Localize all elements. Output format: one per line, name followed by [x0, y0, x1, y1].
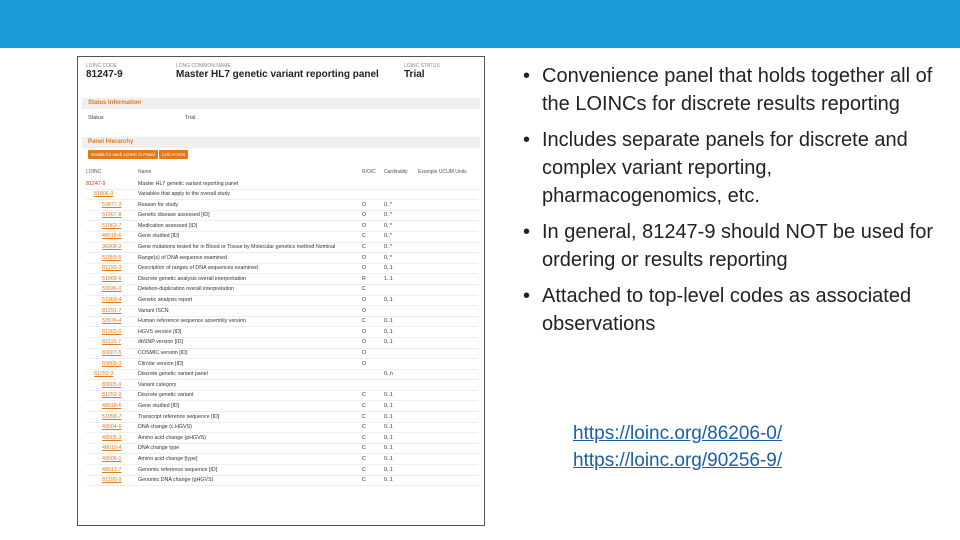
table-row [86, 380, 478, 391]
cardinality-value: 0..1 [384, 413, 393, 420]
loinc-code-link[interactable]: 36908-2 [102, 244, 122, 251]
cardinality-value: 0..1 [384, 265, 393, 272]
loinc-name: Amino acid change [type] [138, 455, 198, 462]
roc-value: O [362, 254, 367, 261]
table-row [86, 359, 478, 370]
loinc-code-label: LOINC CODE [86, 63, 118, 69]
loinc-name: Gene mutations tested for in Blood or Tissue by Molecular genetics method Nominal [138, 244, 336, 251]
loinc-code-link[interactable]: 83005-9 [102, 381, 122, 388]
loinc-name: HGVS version [ID] [138, 328, 182, 335]
status-value: Trial [404, 69, 425, 80]
roc-value: R [362, 275, 366, 282]
cardinality-value: 0..* [384, 212, 392, 219]
loinc-name: Variant ISCN [138, 307, 169, 314]
roc-value: C [362, 392, 366, 399]
cardinality-value: 0..* [384, 233, 392, 240]
hierarchy-section [82, 137, 480, 148]
table-row [86, 253, 478, 264]
loinc-code-link[interactable]: 48004-6 [102, 424, 122, 431]
loinc-link[interactable]: https://loinc.org/86206-0/ [573, 423, 783, 444]
loinc-name: Amino acid change (pHGVS) [138, 434, 207, 441]
loinc-code-link[interactable]: 81291-7 [102, 307, 122, 314]
table-row [86, 465, 478, 476]
status-row-label: Status [88, 115, 104, 121]
bullet-item: • Convenience panel that holds together all of the LOINCs for discrete results reporting [521, 62, 941, 118]
cardinality-value: 0..1 [384, 466, 393, 473]
loinc-code-link[interactable]: 83009-3 [102, 360, 122, 367]
loinc-name: ClinVar version [ID] [138, 360, 184, 367]
loinc-name: Discrete genetic analysis overall interpretation [138, 275, 247, 282]
loinc-code-link[interactable]: 51969-4 [102, 297, 122, 304]
cardinality-value: 0..1 [384, 402, 393, 409]
table-row [86, 433, 478, 444]
loinc-code-link[interactable]: 82115-7 [102, 339, 122, 346]
roc-value: C [362, 477, 366, 484]
cardinality-value: 0..* [384, 201, 392, 208]
loinc-name: Deletion-duplication overall interpretation [138, 286, 234, 293]
cardinality-value: 0..* [384, 244, 392, 251]
roc-value: O [362, 212, 367, 219]
roc-value: C [362, 244, 366, 251]
table-row [86, 306, 478, 317]
table-row [86, 232, 478, 243]
roc-value: O [362, 265, 367, 272]
loinc-name: DNA change (c.HGVS) [138, 424, 192, 431]
bullet-list [521, 62, 941, 346]
loinc-name: Genomic reference sequence [ID] [138, 466, 218, 473]
loinc-name: DNA change type [138, 445, 180, 452]
bullet-item: • In general, 81247-9 should NOT be used for ordering or results reporting [521, 218, 941, 274]
roc-value: O [362, 307, 367, 314]
loinc-name: Master HL7 genetic variant reporting panel [138, 180, 239, 187]
loinc-name: Variables that apply to the overall study [138, 191, 231, 198]
link-list [573, 420, 782, 474]
cardinality-value: 0..1 [384, 455, 393, 462]
roc-value: O [362, 360, 367, 367]
title-bar [0, 0, 960, 48]
loinc-code-link[interactable]: 48013-7 [102, 466, 122, 473]
table-row [86, 476, 478, 487]
roc-value: O [362, 350, 367, 356]
loinc-code-link[interactable]: 53577-3 [102, 201, 122, 208]
loinc-name: Reason for study [138, 201, 179, 208]
loinc-code-link[interactable]: 48018-6 [102, 402, 122, 409]
loinc-code-link[interactable]: 81252-9 [102, 392, 122, 399]
col-cardinality: Cardinality [384, 169, 408, 175]
loinc-code-link[interactable]: 48018-6 [102, 233, 122, 240]
hierarchy-section-title: Panel Hierarchy [88, 139, 134, 145]
loinc-code: 81247-9 [86, 69, 123, 80]
col-ucum: Example UCUM Units [418, 169, 467, 175]
cardinality-value: 0..1 [384, 434, 393, 441]
loinc-name: Genetic disease assessed [ID] [138, 212, 210, 219]
bullet-item: • Attached to top-level codes as associated observations [521, 282, 941, 338]
roc-value: C [362, 455, 366, 462]
loinc-name: Human reference sequence assembly version [138, 318, 246, 325]
loinc-code-link: 81247-9 [86, 180, 106, 187]
loinc-code-link[interactable]: 51967-8 [102, 212, 122, 219]
lhc-forms-button[interactable]: LHC-Forms [159, 150, 188, 159]
loinc-code-link[interactable]: 48019-4 [102, 445, 122, 452]
loinc-screenshot [77, 56, 485, 526]
loinc-name: Medication assessed [ID] [138, 222, 198, 229]
long-name: Master HL7 genetic variant reporting panel [176, 69, 379, 80]
cardinality-value: 0..1 [384, 339, 393, 346]
col-roc: R/O/C [362, 169, 376, 175]
loinc-name: Discrete genetic variant panel [138, 371, 208, 378]
loinc-code-link[interactable]: 81806-3 [94, 191, 114, 198]
status-label: LOINC STATUS [404, 63, 440, 69]
roc-value: O [362, 201, 367, 208]
loinc-code-link[interactable]: 81303-0 [102, 328, 122, 335]
loinc-link[interactable]: https://loinc.org/90256-9/ [573, 450, 783, 471]
cardinality-value: 1..1 [384, 275, 393, 282]
table-row [86, 412, 478, 423]
table-row [86, 179, 478, 190]
roc-value: C [362, 286, 366, 293]
details-button[interactable]: Details for each LOINC in Panel [88, 150, 158, 159]
cardinality-value: 0..1 [384, 445, 393, 452]
loinc-name: Description of ranges of DNA sequences examined [138, 265, 258, 272]
loinc-code-link[interactable]: 53036-0 [102, 286, 122, 293]
cardinality-value: 0..1 [384, 297, 393, 304]
roc-value: O [362, 339, 367, 346]
bullet-item: • Includes separate panels for discrete and complex variant reporting, pharmacogenomics, etc. [521, 126, 941, 210]
roc-value: O [362, 222, 367, 229]
roc-value: O [362, 328, 367, 335]
table-row [86, 391, 478, 402]
status-section [82, 98, 480, 109]
roc-value: C [362, 233, 366, 240]
loinc-code-link[interactable]: 48005-3 [102, 434, 122, 441]
loinc-name: Transcript reference sequence [ID] [138, 413, 220, 420]
loinc-name: Genetic analysis report [138, 297, 193, 304]
table-row [86, 243, 478, 254]
cardinality-value: 0..1 [384, 318, 393, 325]
roc-value: O [362, 297, 367, 304]
roc-value: C [362, 413, 366, 420]
loinc-code-link[interactable]: 53576-4 [102, 318, 122, 325]
roc-value: C [362, 402, 366, 409]
table-row [86, 190, 478, 201]
cardinality-value: 0..1 [384, 424, 393, 431]
table-row [86, 454, 478, 465]
roc-value: C [362, 318, 366, 325]
loinc-code-link[interactable]: 81290-9 [102, 477, 122, 484]
loinc-code-link[interactable]: 83007-5 [102, 350, 122, 356]
long-name-label: LONG COMMON NAME [176, 63, 231, 69]
status-row-value: Trial [185, 115, 196, 121]
loinc-name: Discrete genetic variant [138, 392, 194, 399]
table-row [86, 327, 478, 338]
loinc-name: Genomic DNA change (gHGVS) [138, 477, 214, 484]
cardinality-value: 0..1 [384, 328, 393, 335]
loinc-code-link[interactable]: 81250-3 [94, 371, 114, 378]
table-row [86, 296, 478, 307]
loinc-name: Gene studied [ID] [138, 402, 180, 409]
loinc-name: Gene studied [ID] [138, 233, 180, 240]
cardinality-value: 0..1 [384, 392, 393, 399]
cardinality-value: 0..* [384, 222, 392, 229]
roc-value: C [362, 445, 366, 452]
roc-value: C [362, 466, 366, 473]
loinc-name: Range(s) of DNA sequence examined [138, 254, 227, 261]
cardinality-value: 0..n [384, 371, 393, 378]
table-row [86, 274, 478, 285]
table-row [86, 317, 478, 328]
loinc-code-link[interactable]: 51968-6 [102, 275, 122, 282]
table-row [86, 285, 478, 296]
loinc-code-link[interactable]: 81293-3 [102, 265, 122, 272]
table-row [86, 221, 478, 232]
col-name: Name [138, 169, 152, 175]
table-row [86, 370, 478, 381]
loinc-code-link[interactable]: 51963-7 [102, 222, 122, 229]
loinc-name: Variant category [138, 381, 177, 388]
roc-value: C [362, 434, 366, 441]
table-row [86, 401, 478, 412]
loinc-name: dbSNP version [ID] [138, 339, 183, 346]
loinc-code-link[interactable]: 48006-1 [102, 455, 122, 462]
table-row [86, 444, 478, 455]
col-loinc: LOINC [86, 169, 102, 175]
loinc-code-link[interactable]: 51959-5 [102, 254, 122, 261]
table-row [86, 211, 478, 222]
table-row [86, 349, 478, 360]
table-row [86, 200, 478, 211]
cardinality-value: 0..* [384, 254, 392, 261]
cardinality-value: 0..1 [384, 477, 393, 484]
table-row [86, 423, 478, 434]
loinc-name: COSMIC version [ID] [138, 350, 188, 356]
roc-value: C [362, 424, 366, 431]
table-row [86, 338, 478, 349]
hierarchy-table [86, 179, 478, 486]
status-section-title: Status Information [88, 100, 142, 106]
table-row [86, 264, 478, 275]
loinc-code-link[interactable]: 51958-7 [102, 413, 122, 420]
